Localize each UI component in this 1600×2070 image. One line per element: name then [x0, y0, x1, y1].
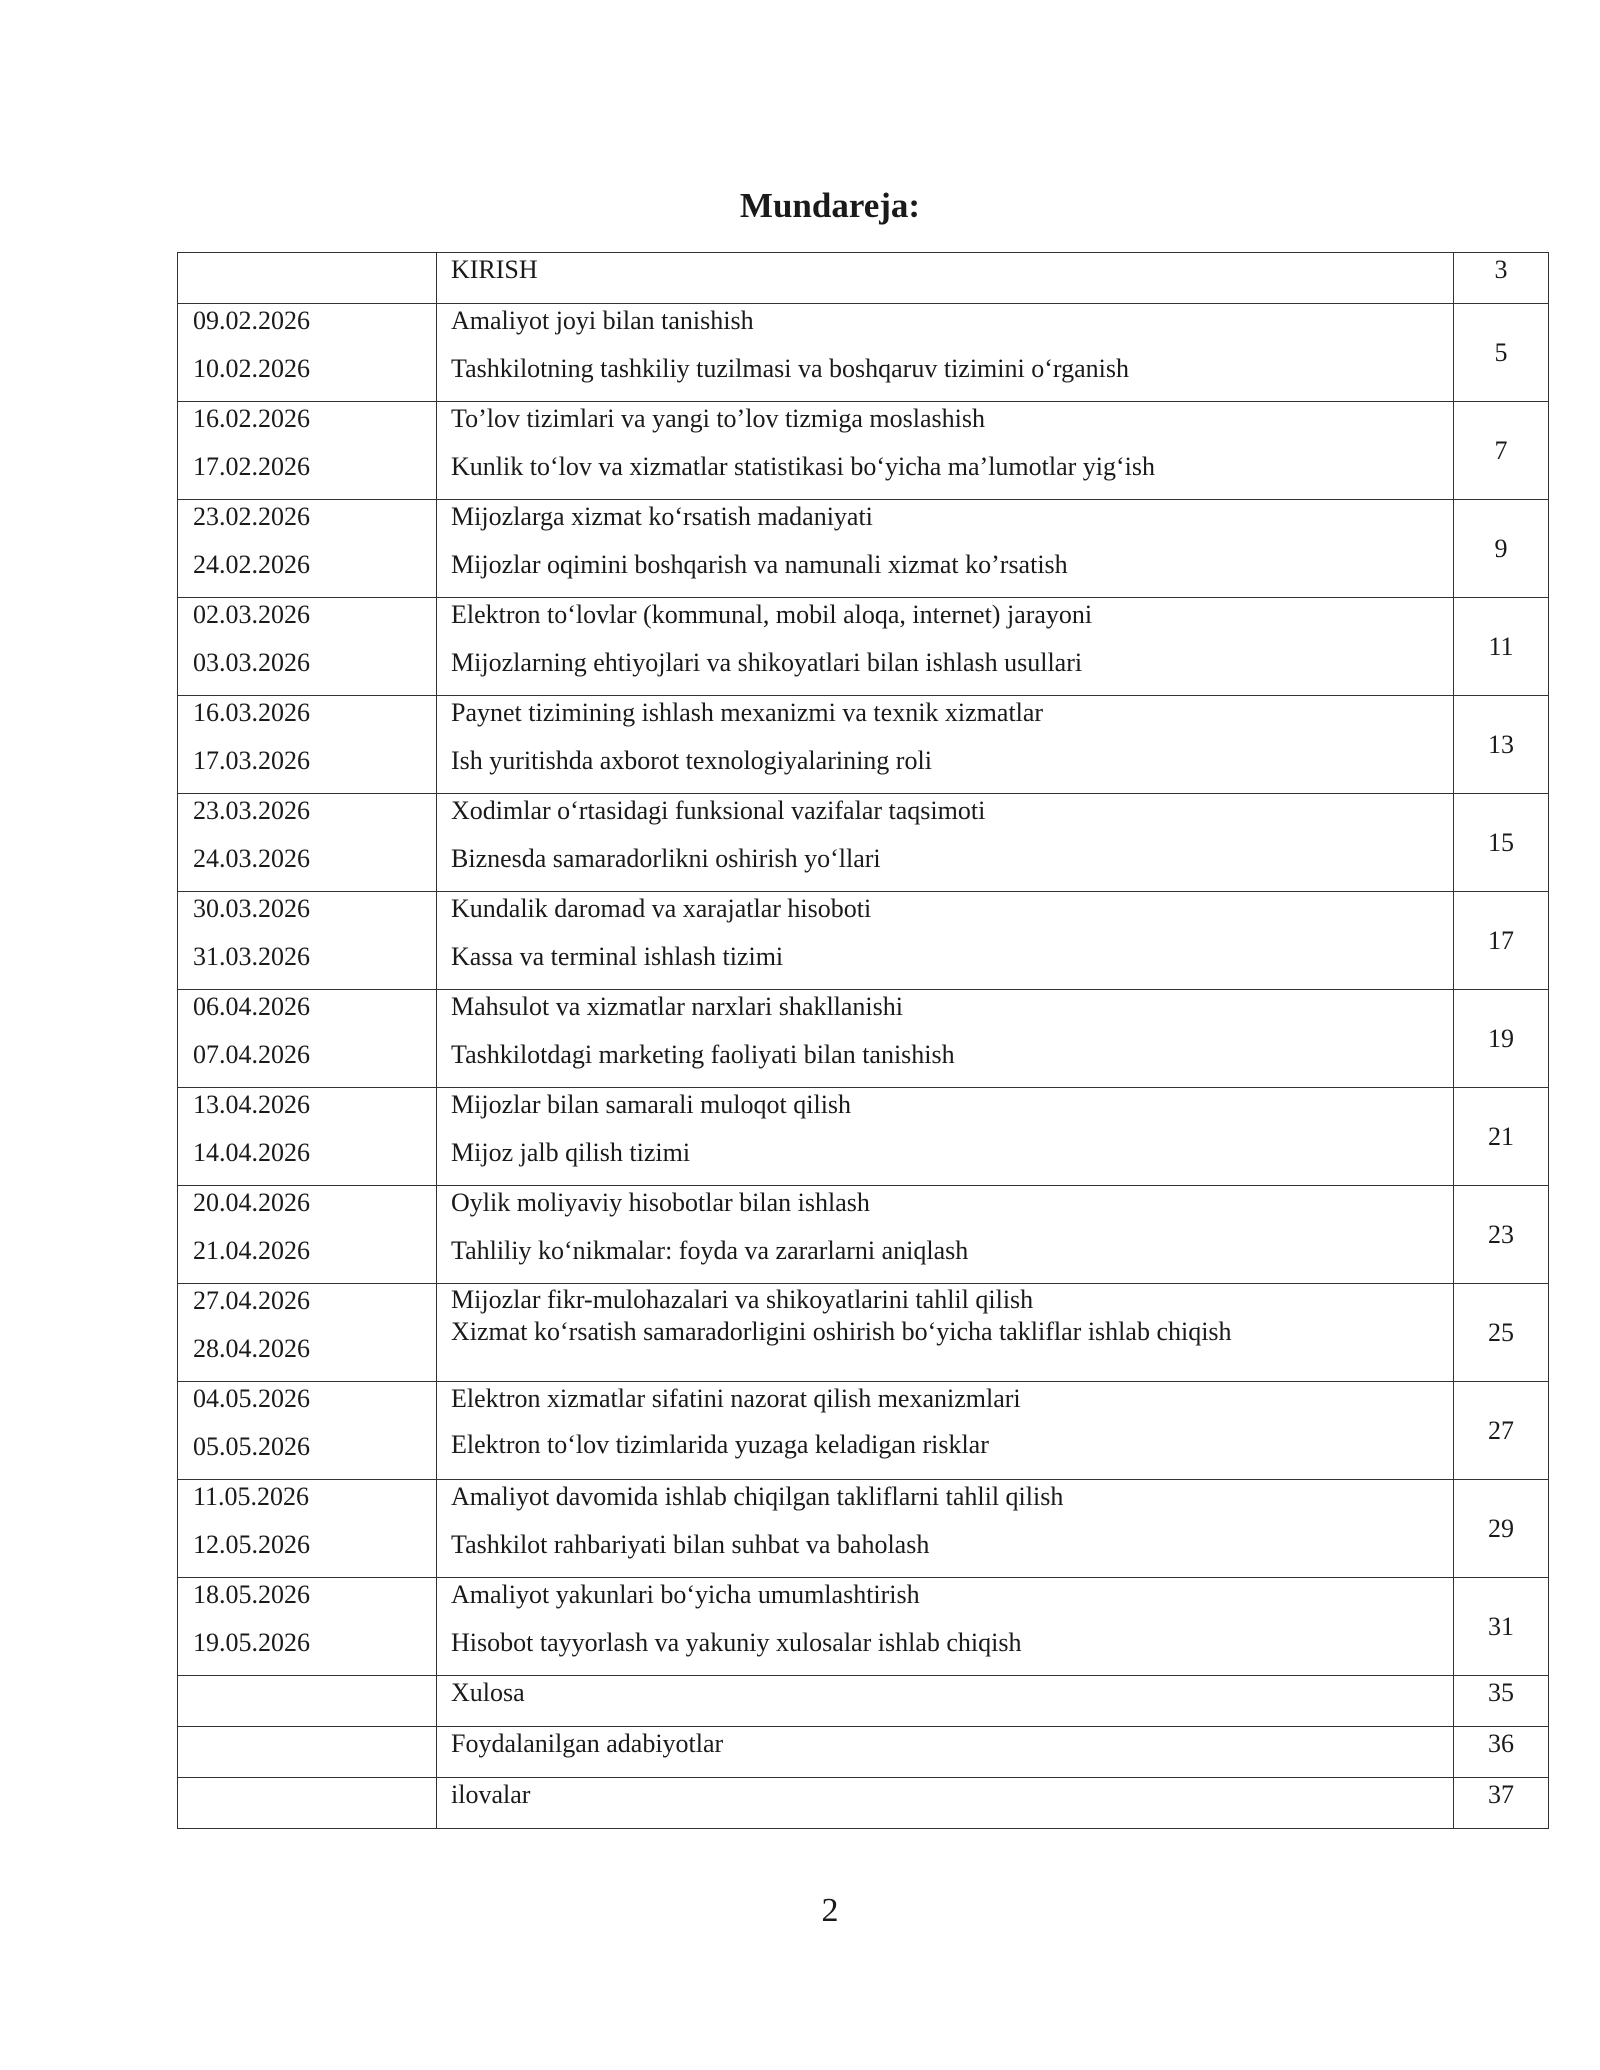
date-label: 17.03.2026: [193, 746, 310, 775]
date-cell: [178, 1088, 437, 1186]
topic-label: Tashkilotning tashkiliy tuzilmasi va boshqaruv tizimini o‘rganish: [451, 354, 1129, 383]
topic-label: Xizmat ko‘rsatish samaradorligini oshirish bo‘yicha takliflar ishlab chiqish: [451, 1317, 1232, 1346]
topic-cell: [437, 794, 1454, 892]
topic-label: Amaliyot joyi bilan tanishish: [451, 306, 754, 335]
topic-label: KIRISH: [451, 255, 538, 284]
topic-cell: [437, 1578, 1454, 1676]
page-ref-label: 31: [1488, 1611, 1514, 1641]
table-row: [178, 500, 1549, 598]
date-label: 12.05.2026: [193, 1530, 310, 1559]
date-label: 04.05.2026: [193, 1384, 310, 1413]
page-ref-label: 21: [1488, 1121, 1514, 1151]
table-row: [178, 1088, 1549, 1186]
page-title: Mundareja:: [739, 186, 921, 225]
date-label: 03.03.2026: [193, 648, 310, 677]
table-row: [178, 1480, 1549, 1578]
table-row-conclusion: [178, 1676, 1549, 1727]
topic-cell: [437, 1382, 1454, 1480]
topic-cell: [437, 500, 1454, 598]
page-ref-label: 15: [1488, 827, 1514, 857]
page-ref-label: 37: [1488, 1780, 1514, 1809]
date-label: 28.04.2026: [193, 1334, 310, 1363]
topic-cell: [437, 1186, 1454, 1284]
page-ref: [1454, 500, 1549, 598]
date-cell: [178, 1186, 437, 1284]
topic-label: Elektron xizmatlar sifatini nazorat qilish mexanizmlari: [451, 1384, 1021, 1413]
table-row-intro: [178, 253, 1549, 304]
page-ref: [1454, 1676, 1549, 1727]
topic-cell: [437, 598, 1454, 696]
topic-cell: [437, 304, 1454, 402]
topic-label: Tahliliy ko‘nikmalar: foyda va zararlarni aniqlash: [451, 1236, 969, 1265]
page-ref-label: 27: [1488, 1415, 1514, 1445]
contents-table: [177, 252, 1549, 1829]
topic-label: Paynet tizimining ishlash mexanizmi va texnik xizmatlar: [451, 698, 1044, 727]
date-label: 14.04.2026: [193, 1138, 310, 1167]
topic-label: Foydalanilgan adabiyotlar: [451, 1729, 724, 1758]
page-ref: [1454, 1480, 1549, 1578]
page-ref-label: 25: [1488, 1317, 1514, 1347]
date-label: 18.05.2026: [193, 1580, 310, 1609]
date-cell: [178, 304, 437, 402]
table-row: [178, 1382, 1549, 1480]
topic-label: Elektron to‘lov tizimlarida yuzaga keladigan risklar: [451, 1430, 989, 1459]
page-ref-label: 23: [1488, 1219, 1514, 1249]
date-cell: [178, 1480, 437, 1578]
topic-cell: [437, 1676, 1454, 1727]
topic-label: Hisobot tayyorlash va yakuniy xulosalar ishlab chiqish: [451, 1628, 1022, 1657]
date-label: 24.03.2026: [193, 844, 310, 873]
topic-label: To’lov tizimlari va yangi to’lov tizmiga moslashish: [451, 404, 985, 433]
date-label: 07.04.2026: [193, 1040, 310, 1069]
topic-cell: [437, 1727, 1454, 1778]
date-cell: [178, 794, 437, 892]
date-label: 30.03.2026: [193, 894, 310, 923]
date-label: 17.02.2026: [193, 452, 310, 481]
page-ref: [1454, 253, 1549, 304]
topic-label: Ish yuritishda axborot texnologiyalarining roli: [451, 746, 932, 775]
topic-label: Tashkilot rahbariyati bilan suhbat va baholash: [451, 1530, 930, 1559]
topic-label: Mijozlar fikr-mulohazalari va shikoyatlarini tahlil qilish: [451, 1285, 1034, 1314]
page-ref: [1454, 696, 1549, 794]
date-label: 23.02.2026: [193, 502, 310, 531]
page-ref-label: 29: [1488, 1513, 1514, 1543]
topic-label: Mijozlarga xizmat ko‘rsatish madaniyati: [451, 502, 873, 531]
table-row: [178, 892, 1549, 990]
page-ref: [1454, 304, 1549, 402]
page-ref: [1454, 1284, 1549, 1382]
date-label: 09.02.2026: [193, 306, 310, 335]
topic-label: Mijozlarning ehtiyojlari va shikoyatlari bilan ishlash usullari: [451, 648, 1083, 677]
page-ref-label: 13: [1488, 729, 1514, 759]
topic-cell: [437, 990, 1454, 1088]
date-cell: [178, 892, 437, 990]
topic-label: Amaliyot davomida ishlab chiqilgan takliflarni tahlil qilish: [451, 1482, 1064, 1511]
topic-label: Oylik moliyaviy hisobotlar bilan ishlash: [451, 1188, 870, 1217]
date-label: 05.05.2026: [193, 1432, 310, 1461]
table-row: [178, 1578, 1549, 1676]
topic-cell: [437, 1284, 1454, 1382]
topic-label: Kunlik to‘lov va xizmatlar statistikasi bo‘yicha ma’lumotlar yig‘ish: [451, 452, 1156, 481]
page-ref: [1454, 1088, 1549, 1186]
topic-label: Biznesda samaradorlikni oshirish yo‘llari: [451, 844, 881, 873]
topic-cell: [437, 696, 1454, 794]
date-cell: [178, 1578, 437, 1676]
page-ref-label: 11: [1488, 631, 1514, 661]
table-row: [178, 696, 1549, 794]
page-ref: [1454, 1186, 1549, 1284]
table-row-references: [178, 1727, 1549, 1778]
topic-cell: [437, 1480, 1454, 1578]
page-ref: [1454, 1382, 1549, 1480]
page-ref: [1454, 892, 1549, 990]
date-label: 20.04.2026: [193, 1188, 310, 1217]
date-label: 31.03.2026: [193, 942, 310, 971]
topic-label: Kundalik daromad va xarajatlar hisoboti: [451, 894, 872, 923]
date-label: 13.04.2026: [193, 1090, 310, 1119]
date-label: 06.04.2026: [193, 992, 310, 1021]
date-label: 16.03.2026: [193, 698, 310, 727]
topic-cell: [437, 1088, 1454, 1186]
page-number: 2: [821, 1892, 839, 1929]
date-cell: [178, 1284, 437, 1382]
page-ref: [1454, 598, 1549, 696]
topic-cell: [437, 892, 1454, 990]
page-ref-label: 5: [1494, 337, 1508, 367]
page-ref-label: 9: [1494, 533, 1508, 563]
date-label: 11.05.2026: [193, 1482, 310, 1511]
date-cell: [178, 402, 437, 500]
page-ref: [1454, 990, 1549, 1088]
topic-label: Mijozlar bilan samarali muloqot qilish: [451, 1090, 852, 1119]
page-ref: [1454, 402, 1549, 500]
page-ref: [1454, 1727, 1549, 1778]
table-row-appendices: [178, 1778, 1549, 1829]
date-label: 23.03.2026: [193, 796, 310, 825]
date-label: 27.04.2026: [193, 1286, 310, 1315]
date-cell: [178, 1727, 437, 1778]
date-label: 21.04.2026: [193, 1236, 310, 1265]
topic-label: Xodimlar o‘rtasidagi funksional vazifalar taqsimoti: [451, 796, 986, 825]
date-cell: [178, 598, 437, 696]
table-row: [178, 1186, 1549, 1284]
date-label: 02.03.2026: [193, 600, 310, 629]
topic-cell: [437, 402, 1454, 500]
page-ref-label: 19: [1488, 1023, 1514, 1053]
table-row: [178, 794, 1549, 892]
date-cell: [178, 500, 437, 598]
date-cell: [178, 990, 437, 1088]
page-ref: [1454, 1778, 1549, 1829]
date-label: 19.05.2026: [193, 1628, 310, 1657]
page-ref-label: 3: [1494, 255, 1508, 284]
page-ref-label: 35: [1488, 1678, 1514, 1707]
page-ref-label: 7: [1494, 435, 1508, 465]
date-label: 24.02.2026: [193, 550, 310, 579]
topic-cell: [437, 253, 1454, 304]
table-row: [178, 598, 1549, 696]
table-row: [178, 402, 1549, 500]
date-label: 10.02.2026: [193, 354, 310, 383]
page-ref-label: 36: [1488, 1729, 1514, 1758]
topic-label: ilovalar: [451, 1780, 531, 1809]
topic-label: Tashkilotdagi marketing faoliyati bilan tanishish: [451, 1040, 955, 1069]
topic-label: Kassa va terminal ishlash tizimi: [451, 942, 784, 971]
date-label: 16.02.2026: [193, 404, 310, 433]
date-cell: [178, 696, 437, 794]
table-row: [178, 990, 1549, 1088]
page-ref: [1454, 1578, 1549, 1676]
topic-label: Mahsulot va xizmatlar narxlari shakllanishi: [451, 992, 903, 1021]
date-cell: [178, 1676, 437, 1727]
topic-label: Xulosa: [451, 1678, 525, 1707]
topic-label: Elektron to‘lovlar (kommunal, mobil aloqa, internet) jarayoni: [451, 600, 1093, 629]
page-ref-label: 17: [1488, 925, 1514, 955]
date-cell: [178, 1382, 437, 1480]
table-row: [178, 1284, 1549, 1382]
topic-label: Mijozlar oqimini boshqarish va namunali xizmat ko’rsatish: [451, 550, 1068, 579]
topic-cell: [437, 1778, 1454, 1829]
topic-label: Amaliyot yakunlari bo‘yicha umumlashtirish: [451, 1580, 920, 1609]
topic-label: Mijoz jalb qilish tizimi: [451, 1138, 691, 1167]
date-cell: [178, 1778, 437, 1829]
date-cell: [178, 253, 437, 304]
table-row: [178, 304, 1549, 402]
page-ref: [1454, 794, 1549, 892]
